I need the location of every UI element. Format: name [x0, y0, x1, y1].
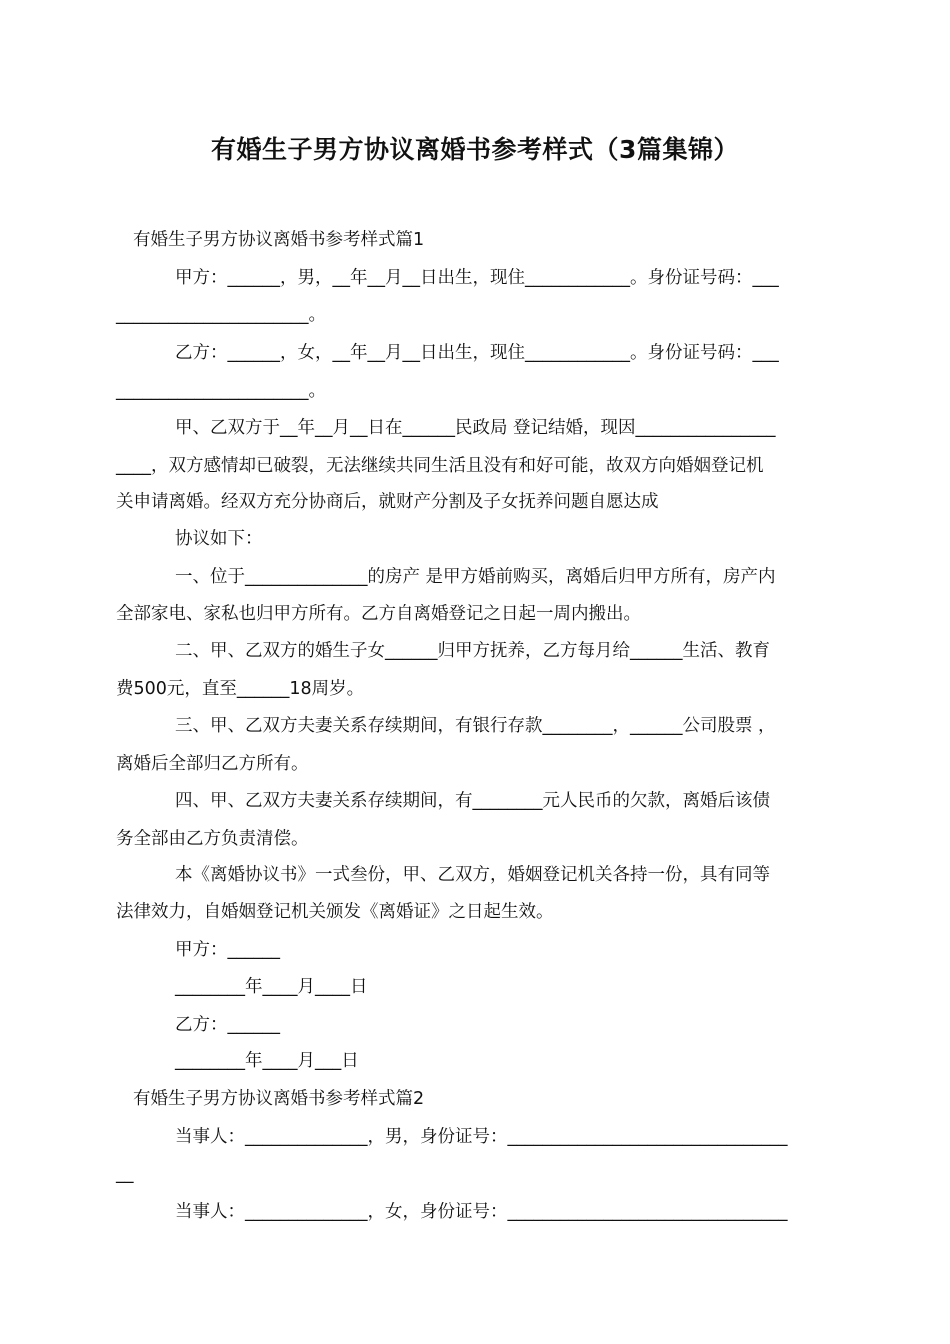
clause-3-cont: 离婚后全部归乙方所有。	[116, 754, 309, 774]
party-b-date: ________年____月___日	[175, 1051, 359, 1071]
clause-4-cont: 务全部由乙方负责清偿。	[116, 829, 309, 849]
party-b-info: 乙方：______，女，__年__月__日出生，现住____________。身份证号码：___	[175, 343, 779, 363]
party-male-info: 当事人：______________，男，身份证号：________________________________	[175, 1127, 788, 1147]
section1-heading: 有婚生子男方协议离婚书参考样式篇1	[133, 230, 425, 250]
document-title: 有婚生子男方协议离婚书参考样式（3篇集锦）	[211, 135, 739, 164]
marriage-paragraph-line3: 关申请离婚。经双方充分协商后，就财产分割及子女抚养问题自愿达成	[116, 492, 659, 512]
clause-2: 二、甲、乙双方的婚生子女______归甲方抚养，乙方每月给______生活、教育	[175, 641, 770, 661]
party-a-info-cont: ______________________。	[116, 305, 326, 325]
effect-paragraph: 本《离婚协议书》一式叁份，甲、乙双方，婚姻登记机关各持一份，具有同等	[175, 865, 770, 885]
agreement-intro: 协议如下：	[175, 529, 263, 549]
party-b-info-cont: ______________________。	[116, 381, 326, 401]
effect-paragraph-cont: 法律效力，自婚姻登记机关颁发《离婚证》之日起生效。	[116, 902, 554, 922]
clause-1: 一、位于______________的房产 是甲方婚前购买，离婚后归甲方所有，房产内	[175, 567, 776, 587]
clause-2-cont: 费500元，直至______18周岁。	[116, 679, 365, 699]
clause-1-cont: 全部家电、家私也归甲方所有。乙方自离婚登记之日起一周内搬出。	[116, 604, 641, 624]
party-female-info: 当事人：______________，女，身份证号：________________________________	[175, 1202, 788, 1222]
marriage-paragraph: 甲、乙双方于__年__月__日在______民政局 登记结婚，现因________________	[175, 418, 776, 438]
marriage-paragraph-line2: ____，双方感情却已破裂，无法继续共同生活且没有和好可能，故双方向婚姻登记机	[116, 456, 764, 476]
clause-4: 四、甲、乙双方夫妻关系存续期间，有________元人民币的欠款，离婚后该债	[175, 791, 770, 811]
party-a-signature: 甲方：______	[175, 940, 280, 960]
party-a-date: ________年____月____日	[175, 977, 368, 997]
party-male-info-cont: __	[116, 1164, 134, 1184]
party-b-signature: 乙方：______	[175, 1015, 280, 1035]
clause-3: 三、甲、乙双方夫妻关系存续期间，有银行存款________，______公司股票 ，	[175, 716, 776, 736]
section2-heading: 有婚生子男方协议离婚书参考样式篇2	[133, 1089, 425, 1109]
party-a-info: 甲方：______，男，__年__月__日出生，现住____________。身份证号码：___	[175, 268, 779, 288]
